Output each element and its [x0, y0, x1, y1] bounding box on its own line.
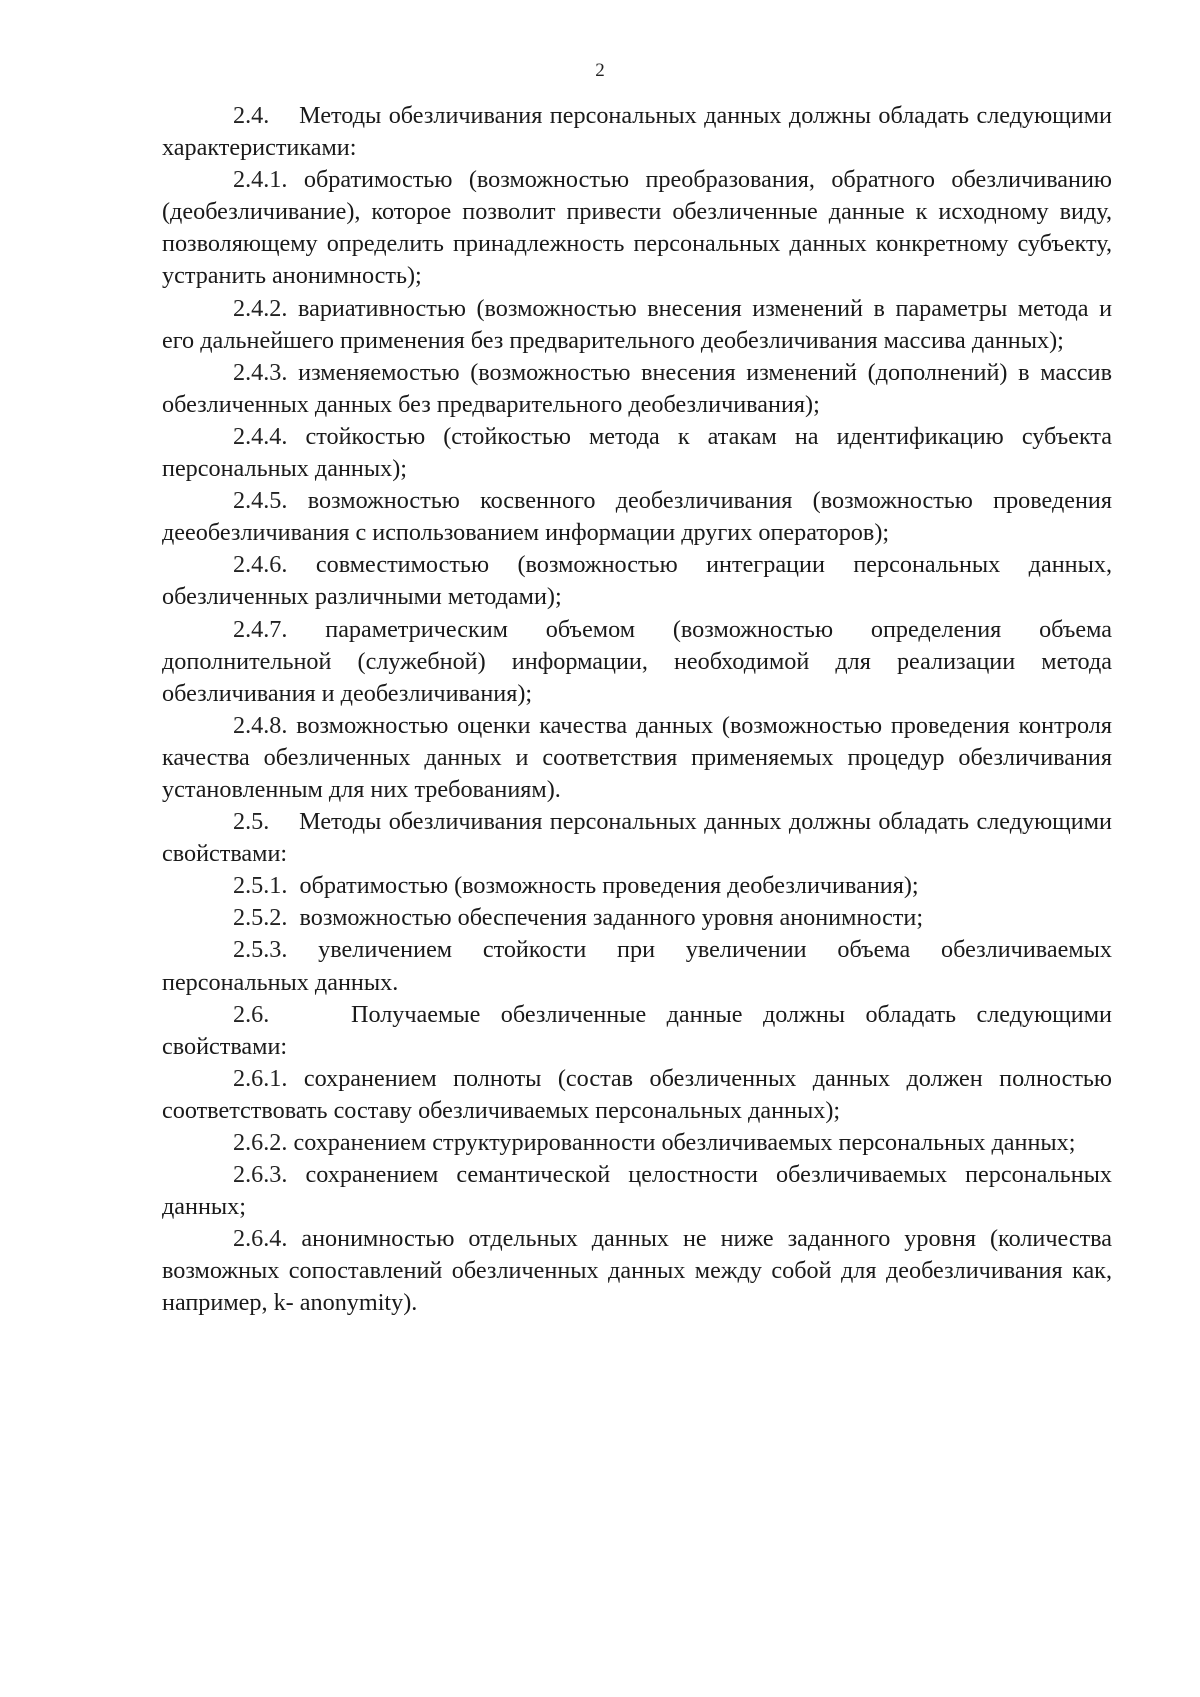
paragraph-text: сохранением семантической целостности обезличиваемых персональных данных;: [162, 1161, 1112, 1221]
paragraph-number: 2.6.3.: [233, 1161, 288, 1189]
paragraph-2-6: [162, 999, 1112, 1063]
paragraph-text: совместимостью (возможностью интеграции персональных данных, обезличенных различными методами);: [162, 551, 1113, 611]
paragraph-text: обратимостью (возможностью преобразования, обратного обезличиванию (деобезличивание), которое позволит привести обезличенные данные к исходному виду, позволяющему определить принадлежность персональных данных конкретному субъекту, устранить анонимность);: [162, 166, 1112, 290]
paragraph-text: анонимностью отдельных данных не ниже заданного уровня (количества возможных сопоставлений обезличенных данных между собой для деобезличивания как, например, k- anonymity).: [162, 1225, 1112, 1317]
paragraph-text: изменяемостью (возможностью внесения изменений (дополнений) в массив обезличенных данных без предварительного деобезличивания);: [162, 358, 1113, 418]
paragraph-text: увеличением стойкости при увеличении объема обезличиваемых персональных данных.: [162, 936, 1113, 996]
paragraph-text: возможностью оценки качества данных (возможностью проведения контроля качества обезличенных данных и соответствия применяемых процедур обезличивания установленным для них требованиям).: [162, 711, 1112, 803]
paragraph-text: Методы обезличивания персональных данных должны обладать следующими характеристиками:: [162, 102, 1112, 162]
paragraph-2-6-4: [162, 1223, 1112, 1319]
paragraph-text: возможностью косвенного деобезличивания (возможностью проведения деeобезличивания с использованием информации других операторов);: [162, 487, 1113, 547]
paragraph-2-5-2: [162, 902, 1112, 934]
paragraph-number: 2.4.1.: [233, 166, 288, 194]
paragraph-number: 2.5.: [233, 808, 270, 836]
paragraph-number: 2.6.4.: [233, 1225, 288, 1253]
paragraph-2-5-1: [162, 870, 1112, 902]
paragraph-2-4-1: [162, 164, 1112, 292]
paragraph-number: 2.6.2.: [233, 1129, 288, 1156]
paragraph-number: 2.4.7.: [233, 615, 288, 643]
paragraph-text: вариативностью (возможностью внесения изменений в параметры метода и его дальнейшего применения без предварительного деобезличивания массива данных);: [162, 294, 1113, 354]
paragraph-text: параметрическим объемом (возможностью определения объема дополнительной (служебной) информации, необходимой для реализации метода обезличивания и деобезличивания);: [162, 615, 1113, 707]
paragraph-text: сохранением полноты (состав обезличенных данных должен полностью соответствовать составу обезличиваемых персональных данных);: [162, 1064, 1113, 1124]
paragraph-2-4-8: [162, 710, 1112, 806]
paragraph-number: 2.4.3.: [233, 358, 288, 386]
paragraph-2-6-3: [162, 1159, 1112, 1223]
paragraph-text: возможностью обеспечения заданного уровня анонимности;: [299, 904, 924, 932]
paragraph-2-4-6: [162, 549, 1112, 613]
document-body: [162, 100, 1112, 1320]
paragraph-2-6-2: [162, 1127, 1112, 1159]
paragraph-text: стойкостью (стойкостью метода к атакам на идентификацию субъекта персональных данных);: [162, 422, 1112, 483]
paragraph-number: 2.4.8.: [233, 711, 288, 739]
paragraph-number: 2.4.4.: [233, 422, 288, 450]
paragraph-text: обратимостью (возможность проведения деобезличивания);: [299, 872, 919, 900]
paragraph-2-4: [162, 100, 1112, 164]
paragraph-number: 2.4.6.: [233, 551, 288, 579]
paragraph-number: 2.4.: [233, 102, 270, 129]
paragraph-2-4-5: [162, 485, 1112, 549]
paragraph-2-4-7: [162, 614, 1112, 710]
paragraph-2-5-3: [162, 934, 1112, 998]
paragraph-2-6-1: [162, 1063, 1112, 1127]
paragraph-number: 2.5.2.: [233, 904, 288, 932]
paragraph-2-5: [162, 806, 1112, 870]
paragraph-number: 2.4.2.: [233, 294, 288, 322]
page-number: 2: [595, 60, 605, 81]
paragraph-2-4-4: [162, 421, 1112, 485]
paragraph-text: Получаемые обезличенные данные должны обладать следующими свойствами:: [162, 1000, 1112, 1060]
paragraph-number: 2.4.5.: [233, 487, 288, 515]
paragraph-2-4-2: [162, 293, 1112, 357]
paragraph-number: 2.5.1.: [233, 872, 288, 900]
paragraph-number: 2.6.1.: [233, 1064, 288, 1092]
paragraph-number: 2.5.3.: [233, 936, 288, 964]
paragraph-text: сохранением структурированности обезличиваемых персональных данных;: [293, 1129, 1076, 1156]
paragraph-text: Методы обезличивания персональных данных должны обладать следующими свойствами:: [162, 808, 1112, 868]
paragraph-number: 2.6.: [233, 1000, 270, 1028]
paragraph-2-4-3: [162, 357, 1112, 421]
